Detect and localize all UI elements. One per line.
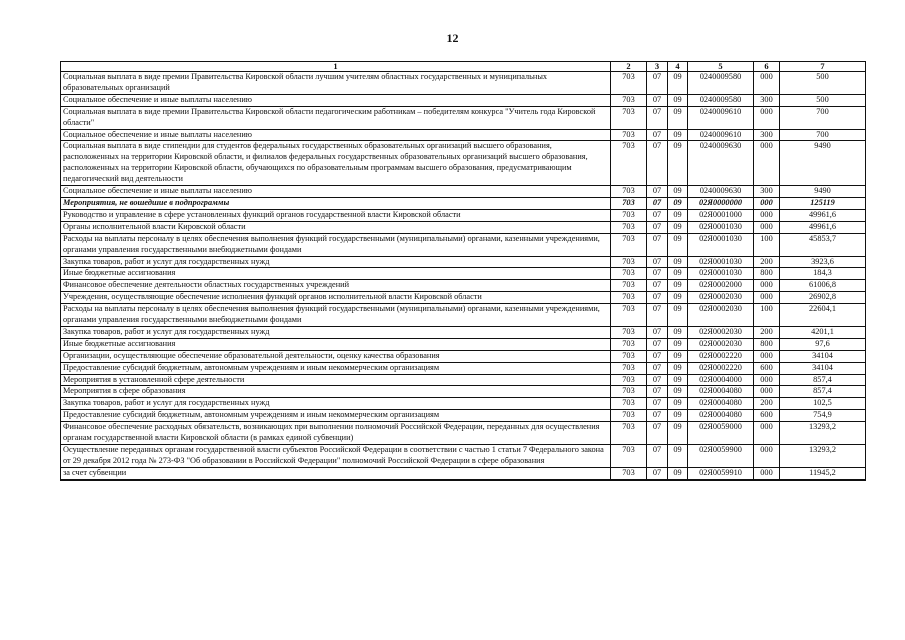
table-row — [61, 197, 866, 209]
subsection-cell: 09 — [668, 422, 688, 445]
subsection-cell: 09 — [668, 445, 688, 468]
table-row — [61, 362, 866, 374]
row-name-cell: Расходы на выплаты персоналу в целях обеспечения выполнения функций государственными (муниципальными) органами, казенными учреждениями, органами управления государственными внебюджетными фондами — [61, 233, 611, 256]
row-name-cell: Руководство и управление в сфере установленных функций органов государственной власти Кировской области — [61, 209, 611, 221]
target-article-cell: 02Я0004000 — [688, 374, 754, 386]
ved-code-cell: 703 — [611, 362, 647, 374]
ved-code-cell: 703 — [611, 141, 647, 186]
section-cell: 07 — [647, 106, 668, 129]
amount-cell: 97,6 — [780, 338, 866, 350]
row-name-cell: Закупка товаров, работ и услуг для государственных нужд — [61, 326, 611, 338]
expense-type-cell: 000 — [754, 72, 780, 95]
table-row — [61, 445, 866, 468]
expense-type-cell: 000 — [754, 374, 780, 386]
amount-cell: 22604,1 — [780, 304, 866, 327]
amount-cell: 500 — [780, 72, 866, 95]
table-row — [61, 326, 866, 338]
subsection-cell: 09 — [668, 350, 688, 362]
amount-cell: 61006,8 — [780, 280, 866, 292]
row-name-cell: Организации, осуществляющие обеспечение образовательной деятельности, оценку качества образования — [61, 350, 611, 362]
expense-type-cell: 300 — [754, 94, 780, 106]
amount-cell: 857,4 — [780, 374, 866, 386]
amount-cell: 13293,2 — [780, 445, 866, 468]
subsection-cell: 09 — [668, 72, 688, 95]
row-name-cell: Мероприятия в сфере образования — [61, 386, 611, 398]
row-name-cell: Учреждения, осуществляющие обеспечение исполнения функций органов исполнительной власти Кировской области — [61, 292, 611, 304]
table-row — [61, 292, 866, 304]
expense-type-cell: 600 — [754, 362, 780, 374]
amount-cell: 102,5 — [780, 398, 866, 410]
target-article-cell: 02Я0002220 — [688, 350, 754, 362]
row-name-cell: Иные бюджетные ассигнования — [61, 268, 611, 280]
table-row — [61, 422, 866, 445]
row-name-cell: Органы исполнительной власти Кировской области — [61, 221, 611, 233]
table-row — [61, 233, 866, 256]
col-header-3: 3 — [647, 62, 668, 72]
ved-code-cell: 703 — [611, 467, 647, 479]
table-row — [61, 304, 866, 327]
row-name-cell: Мероприятия, не вошедшие в подпрограммы — [61, 197, 611, 209]
subsection-cell: 09 — [668, 410, 688, 422]
expense-type-cell: 200 — [754, 398, 780, 410]
section-cell: 07 — [647, 398, 668, 410]
section-cell: 07 — [647, 338, 668, 350]
section-cell: 07 — [647, 186, 668, 198]
target-article-cell: 02Я0001030 — [688, 233, 754, 256]
target-article-cell: 02Я0002000 — [688, 280, 754, 292]
row-name-cell: Осуществление переданных органам государственной власти субъектов Российской Федерации в соответствии с частью 1 статьи 7 Федерального закона от 29 декабря 2012 года № 273-ФЗ "Об образовании в Российской Федерации" полномочий Российской Федерации в сфере образования — [61, 445, 611, 468]
section-cell: 07 — [647, 445, 668, 468]
amount-cell: 700 — [780, 129, 866, 141]
row-name-cell: Закупка товаров, работ и услуг для государственных нужд — [61, 256, 611, 268]
table-row — [61, 386, 866, 398]
section-cell: 07 — [647, 304, 668, 327]
target-article-cell: 02Я0001000 — [688, 209, 754, 221]
ved-code-cell: 703 — [611, 304, 647, 327]
subsection-cell: 09 — [668, 292, 688, 304]
table-row — [61, 350, 866, 362]
subsection-cell: 09 — [668, 374, 688, 386]
row-name-cell: Финансовое обеспечение расходных обязательств, возникающих при выполнении полномочий Российской Федерации, переданных для осуществления органам государственной власти Кировской области (в рамках единой субвенции) — [61, 422, 611, 445]
col-header-6: 6 — [754, 62, 780, 72]
target-article-cell: 0240009630 — [688, 141, 754, 186]
amount-cell: 11945,2 — [780, 467, 866, 479]
amount-cell: 3923,6 — [780, 256, 866, 268]
section-cell: 07 — [647, 280, 668, 292]
amount-cell: 700 — [780, 106, 866, 129]
table-row — [61, 268, 866, 280]
expense-type-cell: 000 — [754, 197, 780, 209]
ved-code-cell: 703 — [611, 374, 647, 386]
ved-code-cell: 703 — [611, 256, 647, 268]
subsection-cell: 09 — [668, 280, 688, 292]
ved-code-cell: 703 — [611, 268, 647, 280]
expense-type-cell: 600 — [754, 410, 780, 422]
section-cell: 07 — [647, 141, 668, 186]
col-header-2: 2 — [611, 62, 647, 72]
amount-cell: 34104 — [780, 362, 866, 374]
ved-code-cell: 703 — [611, 280, 647, 292]
section-cell: 07 — [647, 72, 668, 95]
row-name-cell: Социальная выплата в виде премии Правительства Кировской области лучшим учителям областных государственных и муниципальных образовательных организаций — [61, 72, 611, 95]
row-name-cell: Предоставление субсидий бюджетным, автономным учреждениям и иным некоммерческим организациям — [61, 362, 611, 374]
target-article-cell: 02Я0059910 — [688, 467, 754, 479]
table-row — [61, 374, 866, 386]
expense-type-cell: 000 — [754, 350, 780, 362]
amount-cell: 857,4 — [780, 386, 866, 398]
col-header-4: 4 — [668, 62, 688, 72]
ved-code-cell: 703 — [611, 326, 647, 338]
expense-type-cell: 300 — [754, 129, 780, 141]
subsection-cell: 09 — [668, 209, 688, 221]
target-article-cell: 02Я0001030 — [688, 256, 754, 268]
table-row — [61, 338, 866, 350]
section-cell: 07 — [647, 362, 668, 374]
header-row — [61, 62, 866, 72]
amount-cell: 49961,6 — [780, 221, 866, 233]
table-row — [61, 221, 866, 233]
row-name-cell: Расходы на выплаты персоналу в целях обеспечения выполнения функций государственными (муниципальными) органами, казенными учреждениями, органами управления государственными внебюджетными фондами — [61, 304, 611, 327]
section-cell: 07 — [647, 422, 668, 445]
amount-cell: 34104 — [780, 350, 866, 362]
target-article-cell: 02Я0000000 — [688, 197, 754, 209]
table-row — [61, 106, 866, 129]
target-article-cell: 02Я0001030 — [688, 221, 754, 233]
ved-code-cell: 703 — [611, 350, 647, 362]
expense-type-cell: 000 — [754, 141, 780, 186]
subsection-cell: 09 — [668, 398, 688, 410]
ved-code-cell: 703 — [611, 186, 647, 198]
table-row — [61, 94, 866, 106]
table-row — [61, 141, 866, 186]
target-article-cell: 0240009630 — [688, 186, 754, 198]
subsection-cell: 09 — [668, 467, 688, 479]
expense-type-cell: 000 — [754, 422, 780, 445]
expense-type-cell: 000 — [754, 209, 780, 221]
expense-type-cell: 300 — [754, 186, 780, 198]
subsection-cell: 09 — [668, 106, 688, 129]
table-row — [61, 129, 866, 141]
amount-cell: 500 — [780, 94, 866, 106]
section-cell: 07 — [647, 374, 668, 386]
row-name-cell: Иные бюджетные ассигнования — [61, 338, 611, 350]
expense-type-cell: 800 — [754, 338, 780, 350]
ved-code-cell: 703 — [611, 445, 647, 468]
col-header-7: 7 — [780, 62, 866, 72]
row-name-cell: Социальная выплата в виде стипендии для студентов федеральных государственных образовательных организаций высшего образования, расположенных на территории Кировской области, и филиалов федеральных государственных образовательных организаций высшего образования, расположенных на территории Кировской области, обучающихся по образовательным программам высшего образования, предусматривающим педагогический вид деятельности — [61, 141, 611, 186]
table-row — [61, 280, 866, 292]
amount-cell: 754,9 — [780, 410, 866, 422]
target-article-cell: 02Я0002030 — [688, 292, 754, 304]
expense-type-cell: 000 — [754, 467, 780, 479]
target-article-cell: 02Я0002030 — [688, 304, 754, 327]
subsection-cell: 09 — [668, 256, 688, 268]
expense-type-cell: 000 — [754, 292, 780, 304]
amount-cell: 26902,8 — [780, 292, 866, 304]
subsection-cell: 09 — [668, 304, 688, 327]
subsection-cell: 09 — [668, 94, 688, 106]
row-name-cell: Закупка товаров, работ и услуг для государственных нужд — [61, 398, 611, 410]
table-row — [61, 256, 866, 268]
col-header-1: 1 — [61, 62, 611, 72]
ved-code-cell: 703 — [611, 72, 647, 95]
ved-code-cell: 703 — [611, 338, 647, 350]
subsection-cell: 09 — [668, 233, 688, 256]
expense-type-cell: 800 — [754, 268, 780, 280]
table-row — [61, 398, 866, 410]
subsection-cell: 09 — [668, 386, 688, 398]
section-cell: 07 — [647, 268, 668, 280]
subsection-cell: 09 — [668, 186, 688, 198]
amount-cell: 13293,2 — [780, 422, 866, 445]
ved-code-cell: 703 — [611, 106, 647, 129]
target-article-cell: 02Я0004080 — [688, 398, 754, 410]
page-number: 12 — [446, 31, 459, 45]
section-cell: 07 — [647, 94, 668, 106]
expense-type-cell: 000 — [754, 445, 780, 468]
subsection-cell: 09 — [668, 268, 688, 280]
ved-code-cell: 703 — [611, 422, 647, 445]
table-row — [61, 467, 866, 479]
subsection-cell: 09 — [668, 221, 688, 233]
row-name-cell: за счет субвенции — [61, 467, 611, 479]
budget-table — [60, 61, 866, 481]
row-name-cell: Социальная выплата в виде премии Правительства Кировской области педагогическим работникам – победителям конкурса "Учитель года Кировской области" — [61, 106, 611, 129]
subsection-cell: 09 — [668, 362, 688, 374]
subsection-cell: 09 — [668, 338, 688, 350]
row-name-cell: Социальное обеспечение и иные выплаты населению — [61, 129, 611, 141]
target-article-cell: 02Я0004080 — [688, 386, 754, 398]
target-article-cell: 02Я0059900 — [688, 445, 754, 468]
section-cell: 07 — [647, 292, 668, 304]
amount-cell: 9490 — [780, 186, 866, 198]
ved-code-cell: 703 — [611, 386, 647, 398]
section-cell: 07 — [647, 221, 668, 233]
subsection-cell: 09 — [668, 141, 688, 186]
row-name-cell: Финансовое обеспечение деятельности областных государственных учреждений — [61, 280, 611, 292]
expense-type-cell: 100 — [754, 233, 780, 256]
ved-code-cell: 703 — [611, 209, 647, 221]
col-header-5: 5 — [688, 62, 754, 72]
ved-code-cell: 703 — [611, 94, 647, 106]
ved-code-cell: 703 — [611, 410, 647, 422]
expense-type-cell: 000 — [754, 280, 780, 292]
section-cell: 07 — [647, 350, 668, 362]
target-article-cell: 0240009580 — [688, 94, 754, 106]
section-cell: 07 — [647, 197, 668, 209]
expense-type-cell: 000 — [754, 386, 780, 398]
ved-code-cell: 703 — [611, 221, 647, 233]
amount-cell: 45853,7 — [780, 233, 866, 256]
section-cell: 07 — [647, 386, 668, 398]
section-cell: 07 — [647, 326, 668, 338]
target-article-cell: 0240009610 — [688, 106, 754, 129]
row-name-cell: Предоставление субсидий бюджетным, автономным учреждениям и иным некоммерческим организациям — [61, 410, 611, 422]
subsection-cell: 09 — [668, 129, 688, 141]
expense-type-cell: 000 — [754, 221, 780, 233]
row-name-cell: Социальное обеспечение и иные выплаты населению — [61, 186, 611, 198]
target-article-cell: 0240009580 — [688, 72, 754, 95]
subsection-cell: 09 — [668, 326, 688, 338]
ved-code-cell: 703 — [611, 233, 647, 256]
amount-cell: 4201,1 — [780, 326, 866, 338]
amount-cell: 184,3 — [780, 268, 866, 280]
ved-code-cell: 703 — [611, 129, 647, 141]
ved-code-cell: 703 — [611, 292, 647, 304]
section-cell: 07 — [647, 410, 668, 422]
target-article-cell: 02Я0002030 — [688, 326, 754, 338]
target-article-cell: 02Я0004080 — [688, 410, 754, 422]
target-article-cell: 02Я0059000 — [688, 422, 754, 445]
subsection-cell: 09 — [668, 197, 688, 209]
section-cell: 07 — [647, 129, 668, 141]
amount-cell: 9490 — [780, 141, 866, 186]
target-article-cell: 02Я0002220 — [688, 362, 754, 374]
amount-cell: 49961,6 — [780, 209, 866, 221]
target-article-cell: 02Я0002030 — [688, 338, 754, 350]
section-cell: 07 — [647, 209, 668, 221]
table-row — [61, 186, 866, 198]
expense-type-cell: 200 — [754, 326, 780, 338]
expense-type-cell: 000 — [754, 106, 780, 129]
ved-code-cell: 703 — [611, 398, 647, 410]
row-name-cell: Социальное обеспечение и иные выплаты населению — [61, 94, 611, 106]
row-name-cell: Мероприятия в установленной сфере деятельности — [61, 374, 611, 386]
table-row — [61, 410, 866, 422]
section-cell: 07 — [647, 233, 668, 256]
amount-cell: 125119 — [780, 197, 866, 209]
table-row — [61, 209, 866, 221]
target-article-cell: 0240009610 — [688, 129, 754, 141]
table-row — [61, 72, 866, 95]
section-cell: 07 — [647, 467, 668, 479]
ved-code-cell: 703 — [611, 197, 647, 209]
expense-type-cell: 100 — [754, 304, 780, 327]
section-cell: 07 — [647, 256, 668, 268]
target-article-cell: 02Я0001030 — [688, 268, 754, 280]
expense-type-cell: 200 — [754, 256, 780, 268]
